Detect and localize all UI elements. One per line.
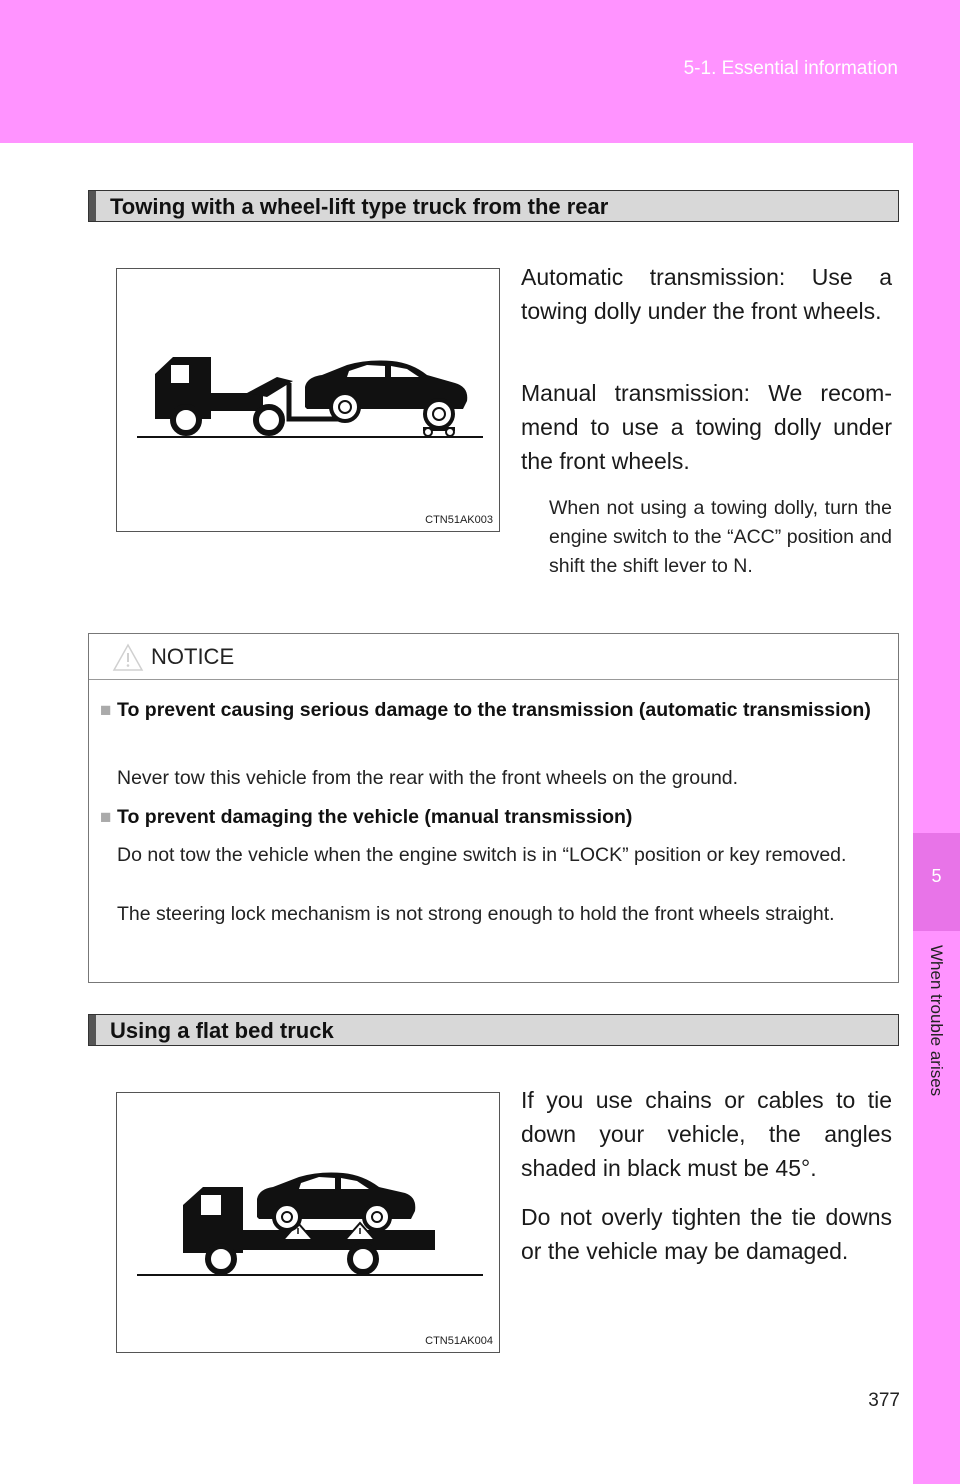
page-number: 377 bbox=[868, 1390, 900, 1411]
notice-title: NOTICE bbox=[151, 644, 235, 669]
flat-bed-illustration bbox=[117, 1093, 499, 1352]
section-heading-wheel-lift bbox=[88, 190, 899, 222]
notice-bullet-2-heading bbox=[100, 803, 887, 832]
side-tab bbox=[913, 143, 960, 1484]
notice-bullet-2-body-2: The steering lock mechanism is not strong enough to hold the front wheels straight. bbox=[117, 903, 835, 925]
page-header bbox=[0, 0, 960, 143]
figure-flat-bed-truck bbox=[116, 1092, 500, 1353]
bullet-square-icon: ■ bbox=[100, 807, 112, 828]
warning-triangle-icon bbox=[112, 643, 144, 672]
section-heading-flat-bed bbox=[88, 1014, 899, 1046]
wheel-lift-illustration bbox=[117, 269, 499, 531]
notice-bullet-1-heading-text: To prevent causing serious damage to the transmission (automatic transmission) bbox=[117, 699, 871, 721]
figure-code: CTN51AK004 bbox=[425, 1335, 493, 1347]
notice-bullet-1-body: Never tow this vehicle from the rear with the front wheels on the ground. bbox=[117, 767, 739, 789]
paragraph-automatic-transmission: Automatic transmission: Use a towing dolly under the front wheels. bbox=[521, 264, 892, 324]
notice-bullet-2-body-1: Do not tow the vehicle when the engine switch is in “LOCK” position or key removed. bbox=[117, 844, 847, 866]
chapter-title: When trouble arises bbox=[927, 945, 946, 1097]
notice-bullet-1-heading bbox=[100, 696, 887, 725]
section-heading-text: Towing with a wheel-lift type truck from the rear bbox=[110, 194, 609, 219]
paragraph-towing-dolly-note: When not using a towing dolly, turn the engine switch to the “ACC” position and shift the shift lever to N. bbox=[549, 497, 892, 577]
paragraph-manual-transmission: Manual transmission: We recom-mend to use a towing dolly under the front wheels. bbox=[521, 380, 892, 474]
notice-bullet-2-heading-text: To prevent damaging the vehicle (manual transmission) bbox=[117, 806, 633, 828]
notice-header bbox=[89, 634, 898, 680]
chapter-number: 5 bbox=[931, 866, 942, 886]
section-heading-text: Using a flat bed truck bbox=[110, 1018, 334, 1043]
paragraph-tie-down-angles: If you use chains or cables to tie down your vehicle, the angles shaded in black must be 45°. bbox=[521, 1087, 892, 1181]
section-label: 5-1. Essential information bbox=[683, 58, 898, 79]
figure-wheel-lift-towing bbox=[116, 268, 500, 532]
paragraph-tie-down-tightening: Do not overly tighten the tie downs or the vehicle may be damaged. bbox=[521, 1204, 892, 1264]
figure-code: CTN51AK003 bbox=[425, 514, 493, 526]
bullet-square-icon: ■ bbox=[100, 700, 112, 721]
notice-box bbox=[88, 633, 899, 983]
